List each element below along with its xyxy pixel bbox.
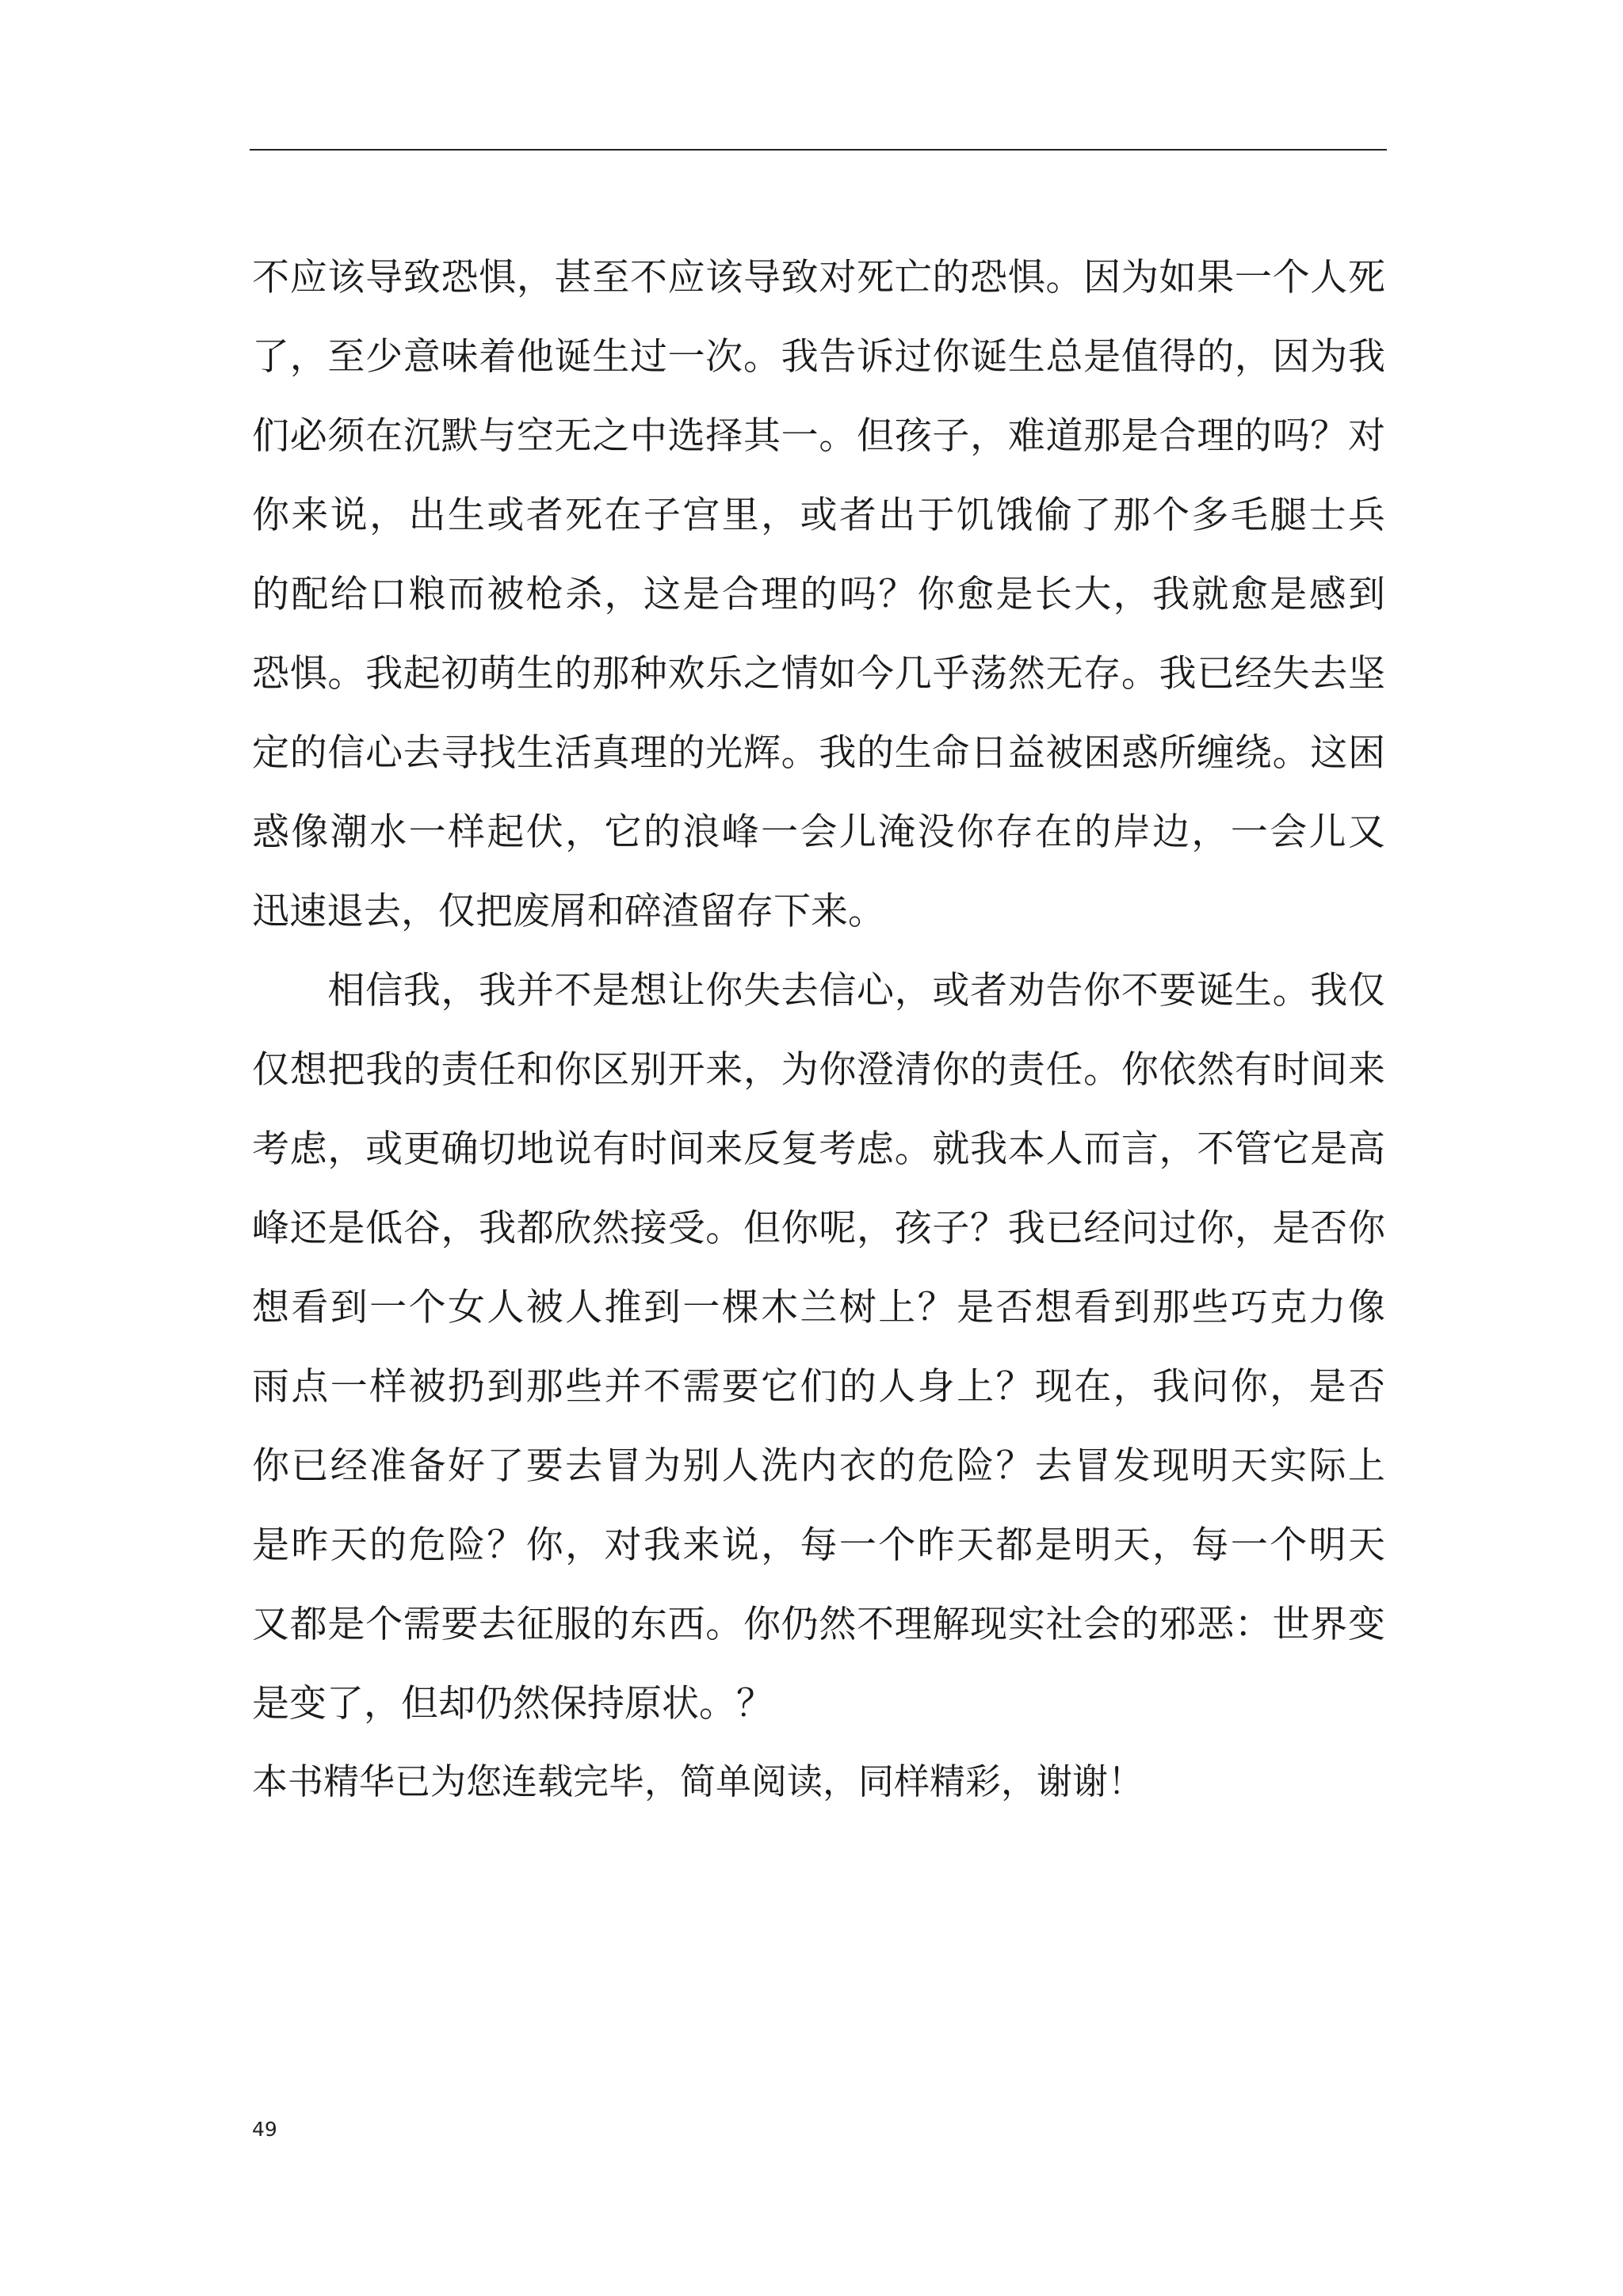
body-text-line-19: 是变了，但却仍然保持原状。？	[252, 1682, 773, 1726]
body-text-line-3: 们必须在沉默与空无之中选择其一。但孩子，难道那是合理的吗？对	[252, 414, 1385, 458]
body-text-line-17: 是昨天的危险？你，对我来说，每一个昨天都是明天，每一个明天	[252, 1524, 1385, 1567]
body-text-line-4: 你来说，出生或者死在子宫里，或者出于饥饿偷了那个多毛腿士兵	[252, 494, 1385, 537]
body-text-line-2: 了，至少意味着他诞生过一次。我告诉过你诞生总是值得的，因为我	[252, 335, 1385, 379]
body-text-line-14: 想看到一个女人被人推到一棵木兰树上？是否想看到那些巧克力像	[252, 1286, 1385, 1329]
body-text-line-11: 仅想把我的责任和你区别开来，为你澄清你的责任。你依然有时间来	[252, 1048, 1385, 1092]
closing-note: 本书精华已为您连载完毕，简单阅读，同样精彩，谢谢！	[252, 1760, 1144, 1802]
body-text-line-12: 考虑，或更确切地说有时间来反复考虑。就我本人而言，不管它是高	[252, 1127, 1385, 1171]
body-text-line-15: 雨点一样被扔到那些并不需要它们的人身上？现在，我问你，是否	[252, 1365, 1385, 1409]
page-number: 49	[252, 2118, 277, 2141]
body-text-line-6: 恐惧。我起初萌生的那种欢乐之情如今几乎荡然无存。我已经失去坚	[252, 652, 1385, 696]
body-text-line-7: 定的信心去寻找生活真理的光辉。我的生命日益被困惑所缠绕。这困	[252, 731, 1385, 775]
body-text-line-16: 你已经准备好了要去冒为别人洗内衣的危险？去冒发现明天实际上	[252, 1444, 1385, 1488]
body-text-line-10: 相信我，我并不是想让你失去信心，或者劝告你不要诞生。我仅	[252, 969, 1385, 1013]
body-text-line-8: 惑像潮水一样起伏，它的浪峰一会儿淹没你存在的岸边，一会儿又	[252, 810, 1385, 854]
body-text-line-13: 峰还是低谷，我都欣然接受。但你呢，孩子？我已经问过你，是否你	[252, 1207, 1385, 1250]
body-text-line-5: 的配给口粮而被枪杀，这是合理的吗？你愈是长大，我就愈是感到	[252, 573, 1385, 616]
header-rule	[250, 149, 1387, 151]
body-text-line-9: 迅速退去，仅把废屑和碎渣留存下来。	[252, 890, 885, 933]
body-text-line-1: 不应该导致恐惧，甚至不应该导致对死亡的恐惧。因为如果一个人死	[252, 256, 1385, 299]
body-text-line-18: 又都是个需要去征服的东西。你仍然不理解现实社会的邪恶：世界变	[252, 1603, 1385, 1646]
